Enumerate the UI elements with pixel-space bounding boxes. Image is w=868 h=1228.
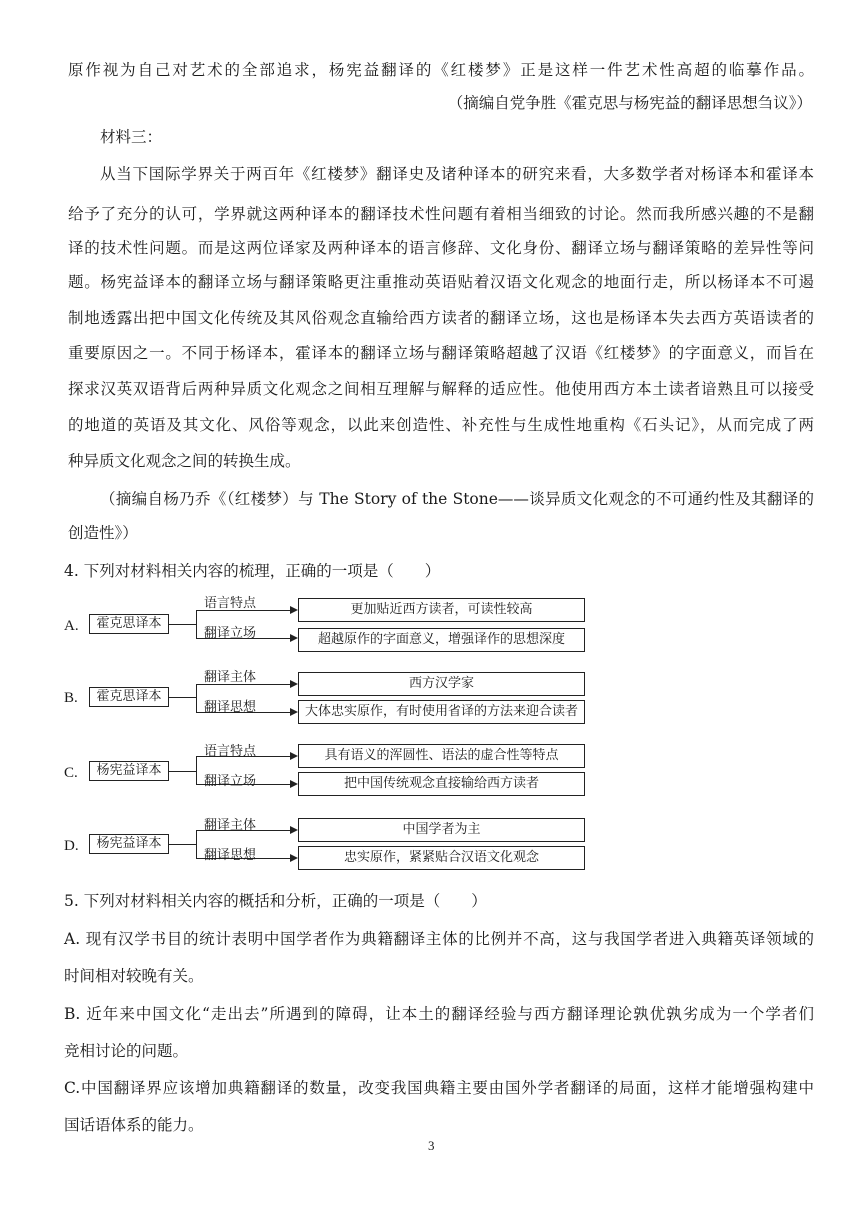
arrow-icon	[290, 854, 298, 862]
branch-label: 翻译思想	[204, 848, 257, 863]
q5-option-a-cont: 时间相对较晚有关。	[64, 967, 204, 985]
branch-label: 翻译主体	[204, 818, 257, 833]
page-number: 3	[428, 1138, 435, 1153]
branch-label: 语言特点	[204, 744, 257, 759]
subject-box: 霍克思译本	[89, 687, 169, 707]
result-box: 超越原作的字面意义，增强译作的思想深度	[298, 628, 585, 652]
intro-line: 原作视为自己对艺术的全部追求，杨宪益翻译的《红楼梦》正是这样一件艺术性高超的临摹作品。	[68, 61, 814, 79]
arrow-icon	[290, 826, 298, 834]
option-letter: A.	[64, 618, 79, 634]
result-box: 中国学者为主	[298, 818, 585, 842]
material3-line: 制地透露出把中国文化传统及其风俗观念直输给西方读者的翻译立场，这也是杨译本失去西方英语读者的	[68, 309, 814, 327]
connector-line	[196, 830, 197, 858]
connector-line	[169, 844, 196, 845]
connector-line	[169, 771, 196, 772]
arrow-icon	[290, 606, 298, 614]
result-box: 把中国传统观念直接输给西方读者	[298, 772, 585, 796]
source-citation-3: （摘编自杨乃乔《（红楼梦）与 The Story of the Stone——谈异质文化观念的不可通约性及其翻译的	[100, 490, 814, 508]
material3-line: 从当下国际学界关于两百年《红楼梦》翻译史及诸种译本的研究来看，大多数学者对杨译本和霍译本	[100, 165, 814, 183]
result-box: 西方汉学家	[298, 672, 585, 696]
q5-option-c-cont: 国话语体系的能力。	[64, 1116, 204, 1134]
question-5-stem: 5. 下列对材料相关内容的概括和分析，正确的一项是（ ）	[64, 892, 487, 910]
option-letter: C.	[64, 765, 78, 781]
arrow-icon	[290, 780, 298, 788]
material3-line: 译的技术性问题。而是这两位译家及两种译本的语言修辞、文化身份、翻译立场与翻译策略的差异性等问	[68, 239, 814, 257]
question-4-stem: 4. 下列对材料相关内容的梳理，正确的一项是（ ）	[64, 562, 441, 580]
arrow-icon	[290, 634, 298, 642]
q5-option-c[interactable]: C.中国翻译界应该增加典籍翻译的数量，改变我国典籍主要由国外学者翻译的局面，这样才能增强构建中	[64, 1079, 814, 1097]
material3-line: 种异质文化观念之间的转换生成。	[68, 452, 301, 470]
material3-line: 重要原因之一。不同于杨译本，霍译本的翻译立场与翻译策略超越了汉语《红楼梦》的字面意义，而旨在	[68, 344, 814, 362]
option-letter: B.	[64, 690, 78, 706]
arrow-icon	[290, 708, 298, 716]
source-citation-3-cont: 创造性》）	[68, 524, 138, 542]
branch-label: 翻译立场	[204, 626, 257, 641]
q5-option-b-cont: 竞相讨论的问题。	[64, 1042, 189, 1060]
result-box: 大体忠实原作，有时使用省译的方法来迎合读者	[298, 700, 585, 724]
subject-box: 杨宪益译本	[89, 761, 169, 781]
connector-line	[196, 756, 197, 784]
result-box: 更加贴近西方读者，可读性较高	[298, 598, 585, 622]
result-box: 具有语义的浑圆性、语法的虚合性等特点	[298, 744, 585, 768]
option-letter: D.	[64, 838, 79, 854]
connector-line	[196, 610, 197, 638]
material3-line: 给予了充分的认可，学界就这两种译本的翻译技术性问题有着相当细致的讨论。然而我所感兴趣的不是翻	[68, 205, 814, 223]
arrow-icon	[290, 680, 298, 688]
material3-line: 题。杨宪益译本的翻译立场与翻译策略更注重推动英语贴着汉语文化观念的地面行走，所以杨译本不可遏	[68, 273, 814, 291]
material3-line: 的地道的英语及其文化、风俗等观念，以此来创造性、补充性与生成性地重构《石头记》，从而完成了两	[68, 416, 814, 434]
material3-title: 材料三：	[100, 128, 163, 146]
connector-line	[169, 624, 196, 625]
branch-label: 翻译立场	[204, 774, 257, 789]
subject-box: 杨宪益译本	[89, 834, 169, 854]
connector-line	[169, 697, 196, 698]
material3-line: 探求汉英双语背后两种异质文化观念之间相互理解与解释的适应性。他使用西方本土读者谙熟且可以接受	[68, 380, 814, 398]
branch-label: 翻译思想	[204, 700, 257, 715]
subject-box: 霍克思译本	[89, 614, 169, 634]
q5-option-b[interactable]: B. 近年来中国文化“走出去”所遇到的障碍，让本土的翻译经验与西方翻译理论孰优孰劣成为一个学者们	[64, 1005, 814, 1023]
source-citation-2: （摘编自党争胜《霍克思与杨宪益的翻译思想刍议》）	[447, 94, 812, 112]
arrow-icon	[290, 752, 298, 760]
branch-label: 语言特点	[204, 596, 257, 611]
result-box: 忠实原作，紧紧贴合汉语文化观念	[298, 846, 585, 870]
q5-option-a[interactable]: A. 现有汉学书目的统计表明中国学者作为典籍翻译主体的比例并不高，这与我国学者进入典籍英译领域的	[64, 930, 814, 948]
connector-line	[196, 684, 197, 712]
branch-label: 翻译主体	[204, 670, 257, 685]
